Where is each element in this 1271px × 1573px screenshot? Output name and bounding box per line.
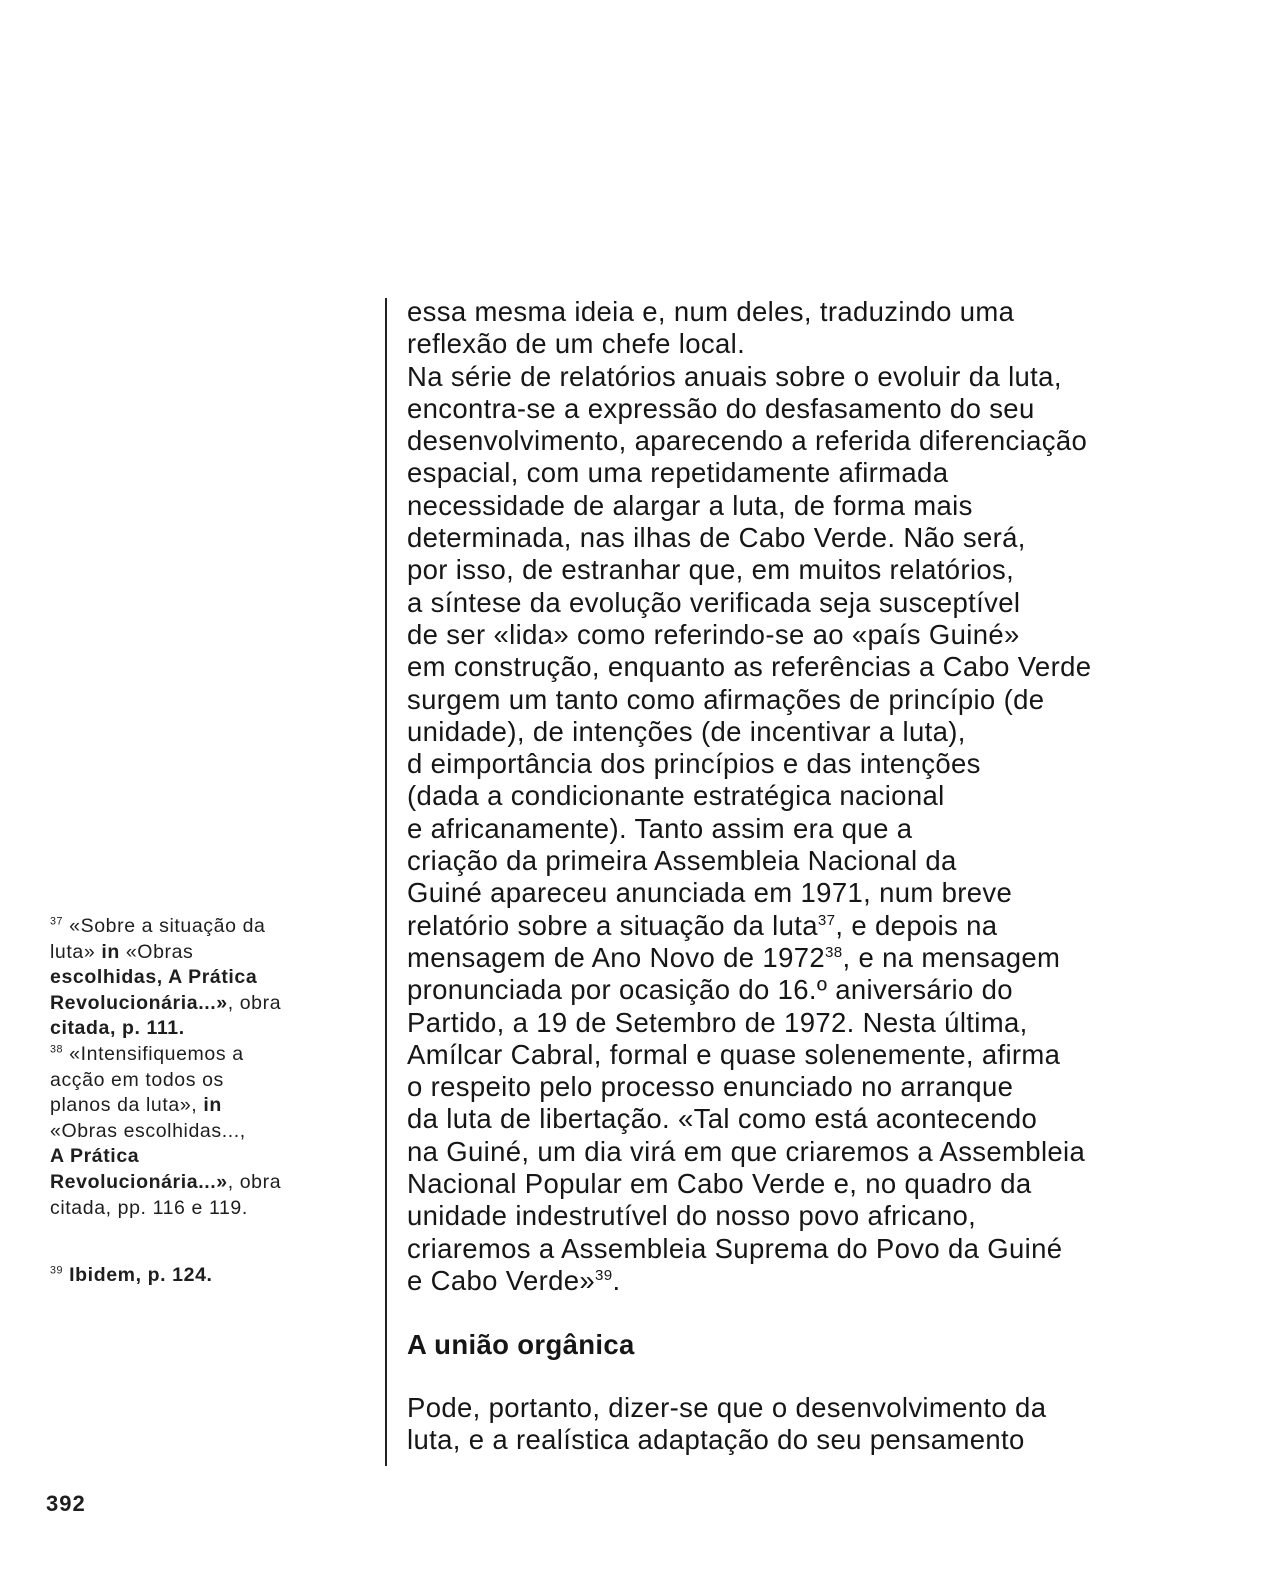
- footnote-line: [50, 1144, 360, 1170]
- text-line: de ser «lida» como referindo-se ao «país Guiné»: [407, 618, 1020, 650]
- footnote-text-bold: Ibidem, p. 124.: [69, 1264, 213, 1287]
- text-line: unidade indestrutível do nosso povo africano,: [407, 1200, 977, 1232]
- text-line: a síntese da evolução verificada seja susceptível: [407, 586, 1021, 618]
- footnote-39: [50, 1263, 360, 1289]
- text-line: luta, e a realística adaptação do seu pensamento: [407, 1423, 1025, 1455]
- text-line: Na série de relatórios anuais sobre o evoluir da luta,: [407, 360, 1062, 392]
- text-line: essa mesma ideia e, num deles, traduzindo uma: [407, 296, 1015, 327]
- text-fragment: mensagem de Ano Novo de 1972: [407, 941, 826, 973]
- footnote-text: , obra: [227, 991, 282, 1014]
- text-line: por isso, de estranhar que, em muitos relatórios,: [407, 554, 1015, 586]
- text-line: determinada, nas ilhas de Cabo Verde. Não será,: [407, 522, 1026, 554]
- text-line: e africanamente). Tanto assim era que a: [407, 812, 913, 844]
- text-line: Partido, a 19 de Setembro de 1972. Nesta última,: [407, 1006, 1028, 1038]
- text-line: (dada a condicionante estratégica nacional: [407, 780, 945, 812]
- footnote-spacer: [50, 1221, 360, 1263]
- text-line: Nacional Popular em Cabo Verde e, no quadro da: [407, 1168, 1032, 1200]
- footnote-ref-39[interactable]: 39: [595, 1266, 613, 1284]
- footnote-marker: 38: [50, 1043, 64, 1056]
- margin-footnotes: [50, 914, 360, 1289]
- footnote-line: [50, 914, 360, 940]
- text-line: d eimportância dos princípios e das intenções: [407, 748, 981, 780]
- text-fragment: e Cabo Verde»: [407, 1264, 596, 1296]
- text-line: unidade), de intenções (de incentivar a luta),: [407, 715, 966, 747]
- footnote-line: acção em todos os: [50, 1068, 224, 1091]
- footnote-text-bold: escolhidas, A Prática: [50, 966, 258, 989]
- footnote-text: , obra: [227, 1170, 282, 1193]
- footnote-ref-38[interactable]: 38: [825, 943, 843, 961]
- text-line: pronunciada por ocasição do 16.º aniversário do: [407, 974, 1013, 1006]
- footnote-line: [50, 991, 360, 1017]
- text-line: [407, 1265, 1237, 1297]
- footnote-line: [50, 1042, 360, 1068]
- text-line: encontra-se a expressão do desfasamento do seu: [407, 392, 1035, 424]
- footnote-text-bold: in: [101, 940, 120, 963]
- main-text-column: [407, 296, 1237, 1456]
- text-fragment: , e na mensagem: [842, 941, 1061, 973]
- page-number: 392: [46, 1491, 86, 1516]
- footnote-ref-37[interactable]: 37: [817, 911, 836, 929]
- footnote-marker: 39: [50, 1264, 64, 1277]
- footnote-line: citada, pp. 116 e 119.: [50, 1196, 248, 1219]
- footnote-line: [50, 1093, 360, 1119]
- text-fragment: relatório sobre a situação da luta: [407, 909, 818, 941]
- text-line: em construção, enquanto as referências a Cabo Verde: [407, 651, 1092, 683]
- footnote-line: [50, 1170, 360, 1196]
- footnote-text: «Sobre a situação da: [69, 915, 266, 937]
- text-line: da luta de libertação. «Tal como está acontecendo: [407, 1103, 1038, 1135]
- footnote-line: [50, 1263, 360, 1289]
- text-line: Amílcar Cabral, formal e quase solenemente, afirma: [407, 1038, 1061, 1070]
- text-line: criaremos a Assembleia Suprema do Povo da Guiné: [407, 1232, 1063, 1264]
- text-fragment: , e depois na: [835, 909, 998, 941]
- text-line: reflexão de um chefe local.: [407, 328, 746, 360]
- text-line: Pode, portanto, dizer-se que o desenvolvimento da: [407, 1391, 1047, 1423]
- footnote-text-bold: citada, p. 111.: [50, 1017, 185, 1040]
- footnote-text-bold: in: [203, 1094, 222, 1117]
- text-line: na Guiné, um dia virá em que criaremos a Assembleia: [407, 1135, 1086, 1167]
- text-line: necessidade de alargar a luta, de forma mais: [407, 489, 973, 521]
- footnote-line: «Obras escolhidas...,: [50, 1119, 246, 1142]
- footnote-37: [50, 914, 360, 1042]
- text-line: desenvolvimento, aparecendo a referida diferenciação: [407, 425, 1088, 457]
- footnote-text: planos da luta»,: [50, 1094, 204, 1117]
- section-heading: A união orgânica: [407, 1329, 635, 1361]
- footnote-line: [50, 1016, 360, 1042]
- footnote-line: [50, 940, 360, 966]
- footnote-text-bold: Revolucionária...»: [50, 1170, 228, 1193]
- text-line: espacial, com uma repetidamente afirmada: [407, 457, 949, 489]
- text-line: Guiné apareceu anunciada em 1971, num breve: [407, 877, 1013, 909]
- footnote-text-bold: A Prática: [50, 1145, 140, 1168]
- text-line: criação da primeira Assembleia Nacional da: [407, 845, 957, 877]
- text-line: [407, 942, 1237, 974]
- footnote-38: [50, 1042, 360, 1221]
- text-line: o respeito pelo processo enunciado no arranque: [407, 1071, 1014, 1103]
- footnote-text: «Obras: [119, 940, 194, 963]
- footnote-text-bold: Revolucionária...»: [50, 991, 228, 1014]
- footnote-text: «Intensifiquemos a: [69, 1042, 244, 1065]
- text-line: [407, 910, 1237, 942]
- text-line: surgem um tanto como afirmações de princípio (de: [407, 683, 1045, 715]
- footnote-text: luta»: [50, 940, 102, 963]
- footnote-line: [50, 965, 360, 991]
- footnote-marker: 37: [50, 915, 64, 928]
- text-fragment: .: [612, 1264, 621, 1296]
- margin-rule: [385, 298, 387, 1466]
